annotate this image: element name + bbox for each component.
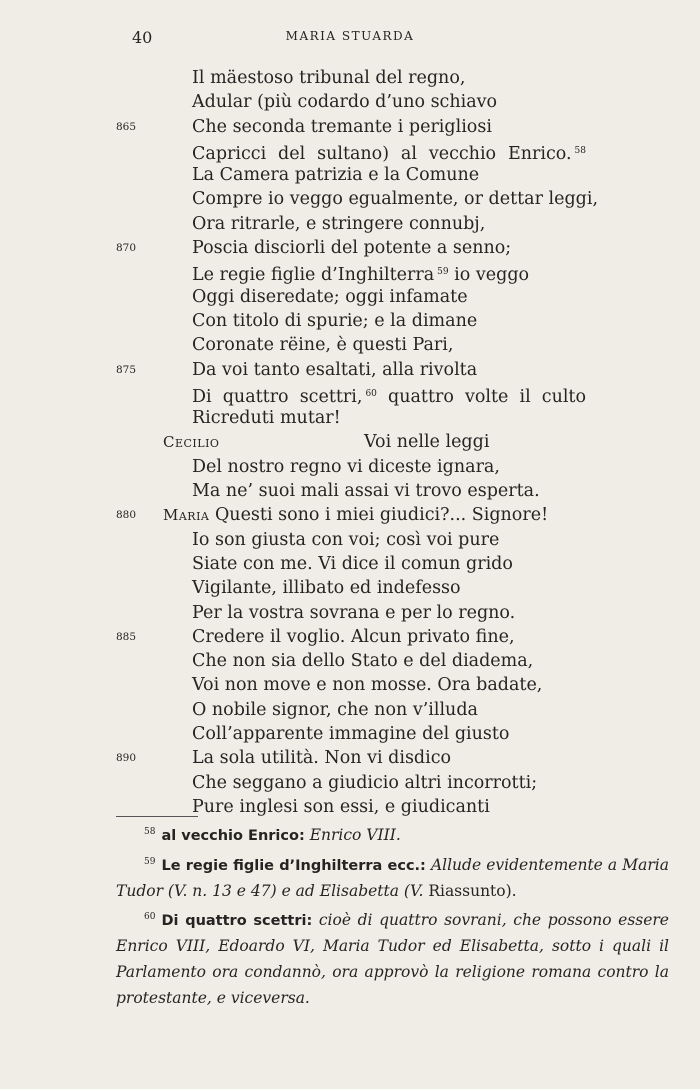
verse-text-wrap [192, 333, 453, 357]
verse-text: Il mäestoso tribunal del regno, [192, 68, 466, 88]
verse-text-wrap [163, 503, 548, 527]
footnotes [116, 820, 669, 1011]
verse-text: Adular (più codardo d’uno schiavo [192, 92, 498, 113]
verse-text-wrap [192, 285, 468, 309]
footnote-number: 60 [144, 911, 156, 922]
verse-text: Vigilante, illibato ed indefesso [192, 578, 461, 599]
footnote-rule [116, 816, 198, 817]
verse-line [0, 649, 700, 673]
verse-text-wrap [192, 358, 477, 382]
verse-line [0, 795, 700, 819]
footnote-ref[interactable]: 58 [574, 145, 586, 156]
verse-text-wrap [192, 139, 586, 166]
verse-line [0, 285, 700, 309]
verse-text: Da voi tanto esaltati, alla rivolta [192, 359, 478, 380]
verse-text-wrap [192, 771, 537, 795]
verse-text-wrap [192, 479, 540, 503]
footnote [116, 905, 669, 1011]
verse-block [0, 66, 700, 819]
verse-text: Siate con me. Vi dice il comun grido [192, 553, 513, 574]
verse-text: Credere il voglio. Alcun privato fine, [192, 626, 515, 647]
footnote-number: 59 [144, 856, 156, 867]
verse-line [0, 552, 700, 576]
verse-line [0, 576, 700, 600]
verse-text-wrap [192, 625, 515, 649]
footnote-ref[interactable]: 59 [437, 267, 449, 278]
verse-text: Ricreduti mutar! [192, 408, 341, 429]
verse-text-wrap [192, 528, 499, 552]
running-head [0, 26, 700, 50]
footnote-gloss: Enrico VIII. [309, 826, 401, 844]
verse-text: Poscia disciorli del potente a senno; [192, 238, 512, 259]
verse-line [0, 309, 700, 333]
verse-text-wrap [192, 576, 461, 600]
verse-text: Le regie figlie d’Inghilterra [192, 265, 435, 286]
verse-line [0, 673, 700, 697]
verse-text-wrap [192, 746, 451, 770]
speaker-name: Maria [163, 506, 210, 525]
verse-text: Che seggano a giudicio altri incorrotti; [192, 772, 538, 793]
verse-text: Questi sono i miei giudici?... Signore! [214, 505, 549, 526]
verse-text: Per la vostra sovrana e per lo regno. [192, 602, 516, 623]
verse-line [0, 698, 700, 722]
verse-line [0, 406, 700, 430]
footnote-number: 58 [144, 827, 156, 837]
verse-line [0, 625, 700, 649]
running-title: MARIA STUARDA [285, 29, 415, 43]
verse-text-wrap [192, 406, 341, 430]
verse-text: Ora ritrarle, e stringere connubj, [192, 213, 486, 234]
verse-line [0, 382, 700, 406]
verse-text: Voi non move e non mosse. Ora badate, [192, 675, 543, 696]
verse-text: O nobile signor, che non v’illuda [192, 699, 478, 720]
verse-text-wrap [192, 795, 490, 819]
verse-text-continued: quattro volte il culto [388, 386, 587, 407]
verse-line [0, 236, 700, 260]
verse-text-wrap [192, 722, 509, 746]
verse-line [0, 528, 700, 552]
verse-line [0, 66, 700, 90]
verse-text-wrap [192, 163, 479, 187]
verse-text-wrap [192, 66, 465, 90]
verse-line [0, 771, 700, 795]
verse-text: Io son giusta con voi; così voi pure [192, 529, 500, 550]
verse-line [0, 163, 700, 187]
footnote-lemma: al vecchio Enrico: [161, 828, 305, 844]
verse-text-wrap [192, 260, 529, 287]
verse-text: Pure inglesi son essi, e giudicanti [192, 796, 490, 817]
footnote [116, 820, 669, 850]
verse-text: Con titolo di spurie; e la dimane [192, 310, 478, 331]
verse-text-continued: io veggo [454, 265, 530, 286]
verse-text: Ma ne’ suoi mali assai vi trovo esperta. [192, 481, 540, 502]
line-number: 880 [116, 509, 137, 522]
verse-text-wrap [192, 382, 586, 409]
verse-text: Oggi diseredate; oggi infamate [192, 286, 468, 307]
verse-text-wrap [192, 552, 513, 576]
verse-text-wrap [192, 649, 533, 673]
verse-text-wrap [192, 236, 511, 260]
line-number: 890 [116, 752, 137, 765]
verse-text: Coll’apparente immagine del giusto [192, 724, 510, 745]
verse-text: Capricci del sultano) al vecchio Enrico. [192, 143, 572, 164]
verse-line [0, 212, 700, 236]
verse-line [0, 115, 700, 139]
verse-text: Di quattro scettri, [192, 386, 363, 407]
verse-text-wrap [192, 601, 515, 625]
verse-line [0, 187, 700, 211]
verse-text-wrap [192, 698, 478, 722]
verse-text-wrap [192, 115, 492, 139]
verse-text: Che seconda tremante i perigliosi [192, 116, 492, 137]
line-number: 870 [116, 242, 137, 255]
verse-text: Del nostro regno vi diceste ignara, [192, 456, 500, 477]
verse-text: Compre io veggo egualmente, or dettar leggi, [192, 189, 599, 210]
verse-text: La Camera patrizia e la Comune [192, 165, 480, 186]
line-number: 875 [116, 363, 137, 376]
page-number: 40 [132, 28, 153, 47]
verse-line [0, 260, 700, 284]
verse-line [0, 90, 700, 114]
verse-text: Che non sia dello Stato e del diadema, [192, 651, 534, 672]
verse-text-wrap [192, 309, 477, 333]
line-number: 885 [116, 630, 137, 643]
verse-line [0, 601, 700, 625]
footnote-gloss-roman: Riassunto). [428, 882, 517, 901]
verse-line [0, 455, 700, 479]
footnote-ref[interactable]: 60 [365, 388, 377, 399]
footnote [116, 850, 669, 905]
verse-line [0, 746, 700, 770]
verse-line [0, 358, 700, 382]
verse-text-wrap [192, 455, 500, 479]
verse-text-wrap [192, 90, 497, 114]
footnote-lemma: Di quattro scettri: [161, 912, 313, 929]
verse-text-wrap [192, 673, 542, 697]
verse-line [0, 503, 700, 527]
verse-line [0, 139, 700, 163]
footnote-gloss: cioè di quattro sovrani, che possono essere Enrico VIII, Edoardo VI, Maria Tudor ed Elisabetta, sotto i quali il Parlamento ora condannò, ora approvò la religione romana contro la protestante, e viceversa. [116, 910, 669, 1007]
verse-line [0, 430, 700, 454]
verse-text-wrap [192, 212, 485, 236]
footnote-gloss: Allude evidentemente a Maria Tudor (V. n. 13 e 47) e ad Elisabetta (V. [116, 855, 669, 901]
verse-line [0, 722, 700, 746]
verse-text: La sola utilità. Non vi disdico [192, 748, 452, 769]
speaker-name: Cecilio [163, 433, 220, 452]
verse-text: Coronate rëine, è questi Pari, [192, 335, 454, 356]
line-number: 865 [116, 120, 137, 133]
verse-line [0, 479, 700, 503]
verse-text: Voi nelle leggi [364, 432, 490, 453]
footnote-lemma: Le regie figlie d’Inghilterra ecc.: [161, 857, 426, 874]
verse-line [0, 333, 700, 357]
verse-text-wrap [192, 187, 599, 211]
